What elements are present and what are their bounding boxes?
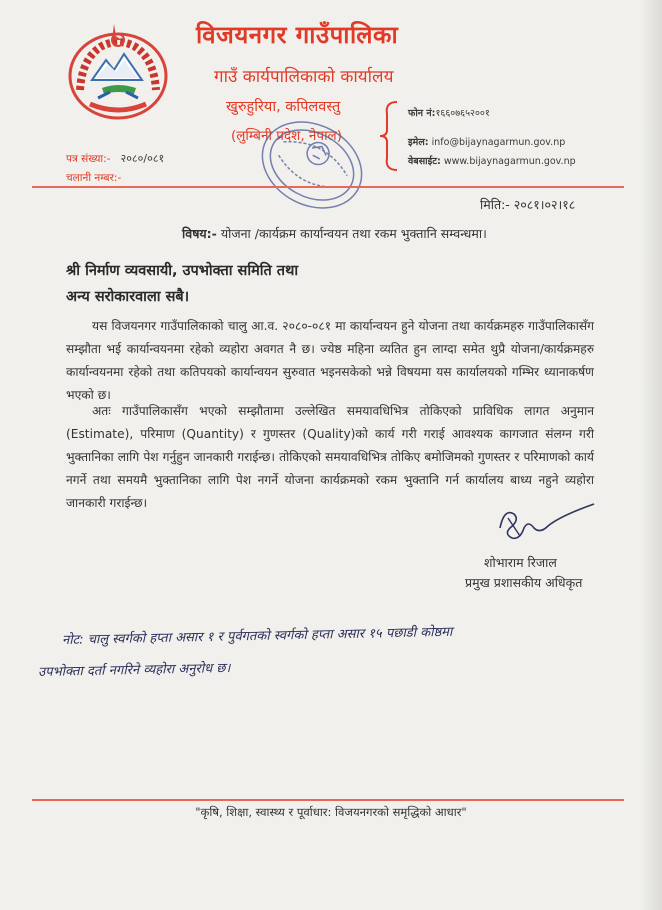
handwritten-note-line-2: उपभोक्ता दर्ता नगरिने व्यहोरा अनुरोध छ। <box>37 660 231 680</box>
website-label: वेबसाईट: <box>408 156 441 167</box>
organization-name: विजयनगर गाउँपालिका <box>196 21 399 49</box>
letter-subject <box>182 225 487 242</box>
email-link[interactable]: info@bijaynagarmun.gov.np <box>431 137 566 148</box>
addressee-line-1: श्री निर्माण व्यवसायी, उपभोक्ता समिति तथा <box>66 263 299 279</box>
subject-label: विषय:- <box>182 226 217 241</box>
reference-label: पत्र संख्या:- <box>66 153 111 165</box>
reference-number <box>66 151 164 166</box>
page-edge-shadow <box>640 0 662 910</box>
header-divider <box>32 186 624 188</box>
footer-motto: "कृषि, शिक्षा, स्वास्थ्य र पूर्वाधार: विजयनगरको समृद्धिको आधार" <box>195 805 467 819</box>
province-name: (लुम्बिनी प्रदेश, नेपाल) <box>231 128 342 144</box>
footer-divider <box>32 799 624 801</box>
phone-number: १६६०७६५२००१ <box>435 108 490 119</box>
nepal-emblem-icon <box>62 18 174 122</box>
signer-title: प्रमुख प्रशासकीय अधिकृत <box>465 575 583 590</box>
email-label: इमेल: <box>408 137 429 148</box>
reference-value: २०८०/०८१ <box>120 152 165 165</box>
handwritten-signature <box>490 498 600 548</box>
office-name: गाउँ कार्यपालिकाको कार्यालय <box>214 67 394 87</box>
body-paragraph-1: यस विजयनगर गाउँपालिकाको चालु आ.व. २०८०-०८१ मा कार्यान्वयन हुने योजना तथा कार्यक्रमहरु गाउँपालिकासँग सम्झौता भई कार्यान्वयनमा रहेको व्यहोरा अवगत नै छ। ज्येष्ठ महिना व्यतित हुन लाग्दा समेत थुप्रै योजना/कार्यक्रमहरु कार्यान्वयनमा रहेको तथा कतिपयको कार्यान्वयन सुरुवात भइनसकेको भन्ने विषयमा यस कार्यालयको गम्भिर ध्यानाकर्षण भएको छ। <box>66 319 594 402</box>
website-line <box>408 154 576 167</box>
office-round-stamp-icon <box>252 116 374 214</box>
body-paragraph-2: अतः गाउँपालिकासँग भएको सम्झौतामा उल्लेखित समयावधिभित्र तोकिएको प्राविधिक लागत अनुमान (Estimate), परिमाण (Quantity) र गुणस्तर (Quality)को कार्य गरी गराई आवश्यक कागजात संलग्न गरी भुक्तानिका लागि पेश गर्नुहुन जानकारी गराईन्छ। तोकिएको समयावधिभित्र तोकिए बमोजिमको गुणस्तर र परिमाणको कार्य नगर्ने तथा समयमै भुक्तानिका लागि पेश नगर्ने योजना कार्यक्रमको रकम भुक्तानि गर्न कार्यालय बाध्य नहुने व्यहोरा जानकारी गराईन्छ। <box>66 404 594 510</box>
email-line <box>408 135 565 148</box>
letter-date: मिति:- २०८१।०२।१८ <box>480 197 576 212</box>
phone-label: फोन नं: <box>408 108 436 119</box>
addressee-line-2: अन्य सरोकारवाला सबै। <box>66 289 190 305</box>
signer-name: शोभाराम रिजाल <box>484 555 557 570</box>
contact-brace-icon <box>377 100 401 172</box>
subject-text: योजना /कार्यक्रम कार्यान्वयन तथा रकम भुक्तानि सम्वन्धमा। <box>216 226 487 241</box>
dispatch-number-label: चलानी नम्बर:- <box>66 172 122 184</box>
office-address: खुरुहुरिया, कपिलवस्तु <box>226 99 341 115</box>
phone-line <box>408 106 490 119</box>
handwritten-note-line-1: नोट: चालु स्वर्गको हप्ता असार १ र पुर्वगतको स्वर्गको हप्ता असार १५ पछाडी कोष्ठमा <box>61 624 453 648</box>
website-link[interactable]: www.bijaynagarmun.gov.np <box>443 156 576 167</box>
